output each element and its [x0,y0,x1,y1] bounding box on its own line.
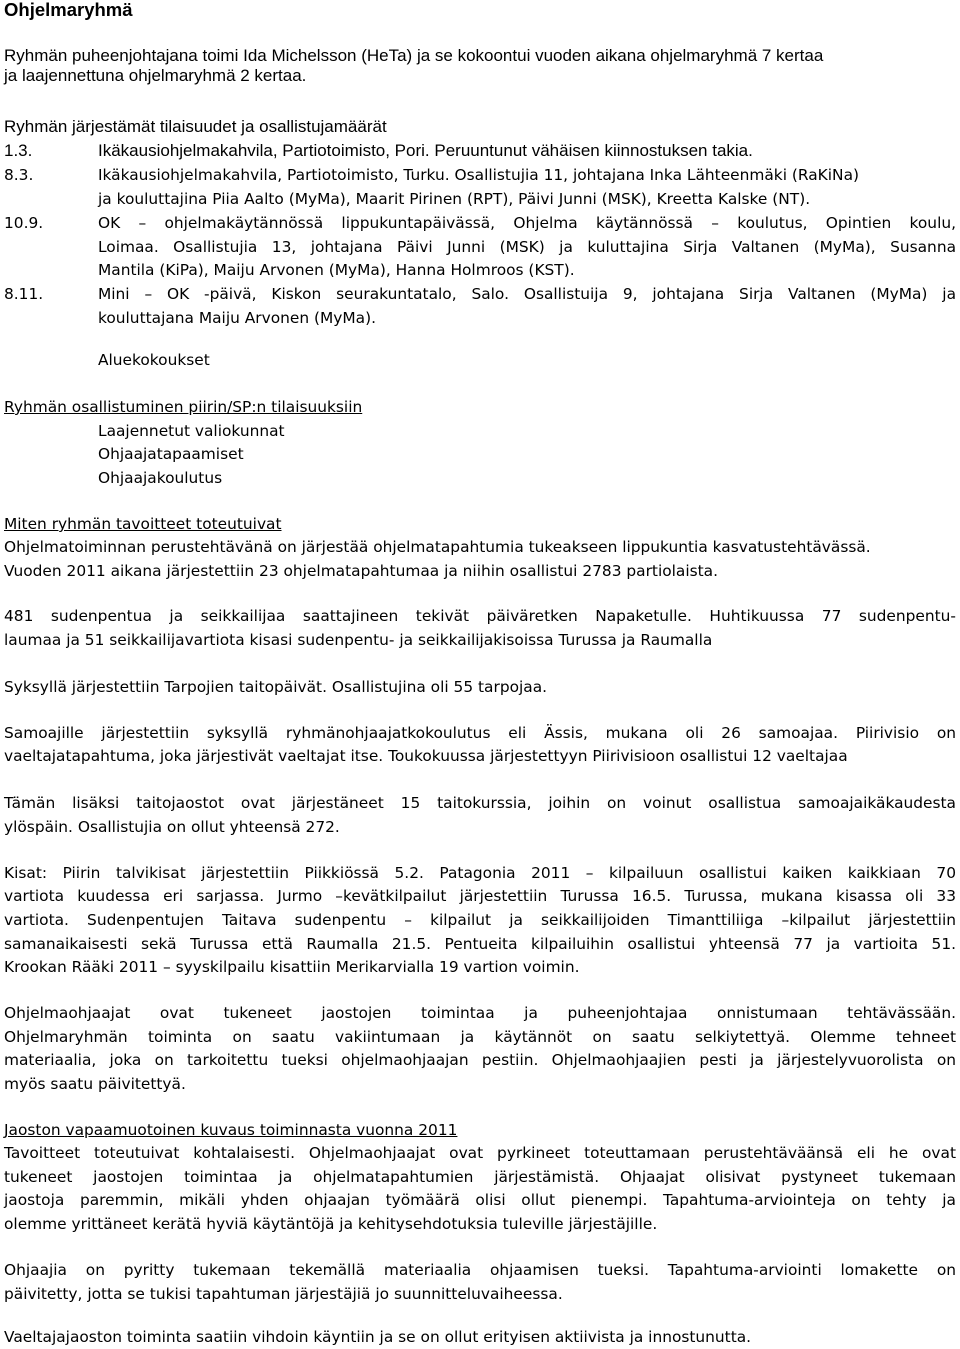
intro-line-1: Ryhmän puheenjohtajana toimi Ida Michelsson (HeTa) ja se kokoontui vuoden aikana ohjelmaryhmä 7 kertaa [4,46,824,65]
event-date: 8.11. [4,285,44,303]
paragraph-line: laumaa ja 51 seikkailijavartiota kisasi sudenpentu- ja seikkailijakisoissa Turussa ja Raumalla [4,631,713,649]
paragraph-line: vartiota. Sudenpentujen Taitava sudenpentu – kilpailut ja seikkailijoiden Timanttiliiga –kilpailut järjestettiin [4,911,956,929]
events-heading: Ryhmän järjestämät tilaisuudet ja osallistujamäärät [4,117,387,136]
paragraph-line: Syksyllä järjestettiin Tarpojien taitopäivät. Osallistujina oli 55 tarpojaa. [4,678,548,696]
event-text: Mantila (KiPa), Maiju Arvonen (MyMa), Hanna Holmroos (KST). [98,261,575,279]
paragraph-line: Tavoitteet toteutuivat kohtalaisesti. Ohjelmaohjaajat ovat pyrkineet toteuttamaan perustehtäväänsä eli he ovat [4,1144,956,1162]
event-text: kouluttajana Maiju Arvonen (MyMa). [98,309,377,327]
paragraph-line: myös saatu päivitettyä. [4,1075,186,1093]
piiri-item: Ohjaajakoulutus [98,469,223,487]
paragraph-line: Ohjelmaohjaajat ovat tukeneet jaostojen toimintaa ja puheenjohtajaa onnistumaan tehtävässään. [4,1004,956,1022]
intro-line-2: ja laajennettuna ohjelmaryhmä 2 kertaa. [4,66,307,85]
page-title: Ohjelmaryhmä [4,0,133,20]
event-text: Ikäkausiohjelmakahvila, Partiotoimisto, Pori. Peruuntunut vähäisen kiinnostuksen takia. [98,141,753,160]
free-description-heading: Jaoston vapaamuotoinen kuvaus toiminnasta vuonna 2011 [4,1121,458,1139]
paragraph-line: samanaikaisesti sekä Turussa että Raumalla 21.5. Pentueita kilpailuihin osallistui yhteensä 77 ja vartioita 51. [4,935,956,953]
piiri-item: Laajennetut valiokunnat [98,422,285,440]
paragraph-line: jaostoja paremmin, mikäli yhden ohjaajan työmäärä olisi ollut pienempi. Tapahtuma-arviointeja on tehty ja [4,1191,956,1209]
paragraph-line: Krookan Rääki 2011 – syyskilpailu kisattiin Merikarvialla 19 vartion voimin. [4,958,580,976]
paragraph-line: Vuoden 2011 aikana järjestettiin 23 ohjelmatapahtumaa ja niihin osallistui 2783 partiolaista. [4,562,719,580]
event-date: 8.3. [4,166,34,184]
paragraph-line: Tämän lisäksi taitojaostot ovat järjestäneet 15 taitokurssia, joihin on voinut osallistua samoajaikäkaudesta [4,794,956,812]
paragraph-line: päivitetty, jotta se tukisi tapahtuman järjestäjiä jo suunnitteluvaiheessa. [4,1285,563,1303]
paragraph-line: olemme yrittäneet kerätä hyviä käytäntöjä ja kehitysehdotuksia tuleville järjestäjille. [4,1215,658,1233]
paragraph-line: materiaalia, joka on tarkoitettu tueksi ohjelmaohjaajan pestiin. Ohjelmaohjaajien pesti ja järjestelyvuorolista on [4,1051,956,1069]
event-text: ja kouluttajina Piia Aalto (MyMa), Maarit Pirinen (RPT), Päivi Junni (MSK), Kreetta Kalske (NT). [98,190,811,208]
aluekokoukset-label: Aluekokoukset [98,351,210,369]
paragraph-line: Ohjaajia on pyritty tukemaan tekemällä materiaalia ohjaamisen tueksi. Tapahtuma-arviointi lomakette on [4,1261,956,1279]
paragraph-line: Ohjelmaryhmän toiminta on saatu vakiintumaan ja käytännöt on saatu selkiytettyä. Olemme tehneet [4,1028,956,1046]
paragraph-line: Vaeltajajaoston toiminta saatiin vihdoin käyntiin ja se on ollut erityisen aktiivista ja innostunutta. [4,1328,752,1346]
paragraph-line: vaeltajatapahtuma, joka järjestivät vaeltajat itse. Toukokuussa järjestettyyn Piirivisioon osallistui 12 vaeltajaa [4,747,848,765]
paragraph-line: 481 sudenpentua ja seikkailijaa saattajineen tekivät päiväretken Napaketulle. Huhtikuussa 77 sudenpentu- [4,607,956,625]
event-text: OK – ohjelmakäytännössä lippukuntapäivässä, Ohjelma käytännössä – koulutus, Opintien koulu, [98,214,956,232]
paragraph-line: vartiota kuudessa eri sarjassa. Jurmo –kevätkilpailut järjestettiin Turussa 16.5. Turussa, mukana kisassa oli 33 [4,887,956,905]
paragraph-line: ylöspäin. Osallistujia on ollut yhteensä 272. [4,818,340,836]
event-date: 10.9. [4,214,44,232]
piiri-item: Ohjaajatapaamiset [98,445,244,463]
piiri-heading: Ryhmän osallistuminen piirin/SP:n tilaisuuksiin [4,398,363,416]
paragraph-line: tukeneet jaostojen toimintaa ja ohjelmatapahtumien järjestämistä. Ohjaajat olisivat pystyneet tukemaan [4,1168,956,1186]
paragraph-line: Ohjelmatoiminnan perustehtävänä on järjestää ohjelmatapahtumia tukeakseen lippukuntia kasvatustehtävässä. [4,538,871,556]
event-text: Mini – OK -päivä, Kiskon seurakuntatalo, Salo. Osallistuija 9, johtajana Sirja Valtanen (MyMa) ja [98,285,956,303]
paragraph-line: Samoajille järjestettiin syksyllä ryhmänohjaajatkokoulutus eli Ässis, mukana oli 26 samoajaa. Piirivisio on [4,724,956,742]
goals-heading: Miten ryhmän tavoitteet toteutuivat [4,515,282,533]
event-text: Loimaa. Osallistujia 13, johtajana Päivi Junni (MSK) ja kuluttajina Sirja Valtanen (MyMa), Susanna [98,238,956,256]
event-text: Ikäkausiohjelmakahvila, Partiotoimisto, Turku. Osallistujia 11, johtajana Inka Lähteenmäki (RaKiNa) [98,166,859,184]
paragraph-line: Kisat: Piirin talvikisat järjestettiin Piikkiössä 5.2. Patagonia 2011 – kilpailuun osallistui kaiken kaikkiaan 70 [4,864,956,882]
event-date: 1.3. [4,141,33,160]
